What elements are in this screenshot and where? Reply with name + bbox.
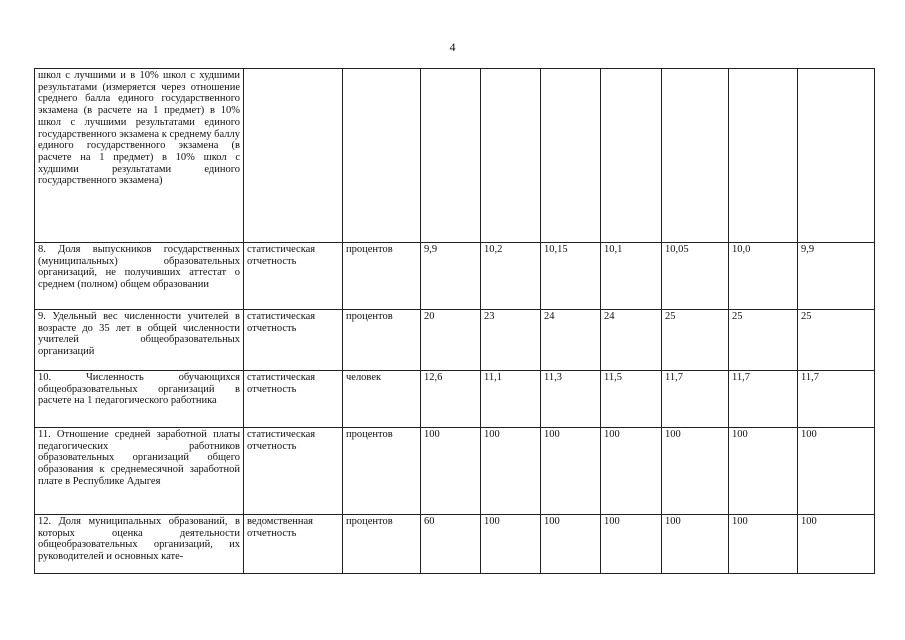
value-cell-text: 100 (544, 429, 560, 440)
unit-cell (343, 69, 421, 243)
value-cell (729, 310, 798, 371)
value-cell (729, 69, 798, 243)
value-cell (541, 310, 601, 371)
unit-cell (343, 428, 421, 515)
value-cell-text: 12,6 (424, 372, 443, 383)
value-cell (601, 428, 662, 515)
value-cell-text: 11,7 (665, 372, 683, 383)
value-cell (481, 69, 541, 243)
source-cell (244, 371, 343, 428)
source-cell (244, 310, 343, 371)
value-cell-text: 100 (484, 429, 500, 440)
value-cell-text: 100 (732, 429, 748, 440)
value-cell-text: 11,3 (544, 372, 562, 383)
value-cell-text: 24 (604, 311, 615, 322)
value-cell (541, 243, 601, 310)
indicator-cell (35, 310, 244, 371)
source-cell (244, 515, 343, 574)
value-cell (421, 371, 481, 428)
value-cell-text: 11,7 (732, 372, 750, 383)
value-cell-text: 10,0 (732, 244, 751, 255)
value-cell (481, 310, 541, 371)
table-row (35, 310, 875, 371)
unit-cell-text: процентов (346, 311, 393, 322)
value-cell-text: 100 (801, 516, 817, 527)
value-cell (729, 371, 798, 428)
value-cell-text: 100 (604, 429, 620, 440)
value-cell (541, 515, 601, 574)
source-cell (244, 243, 343, 310)
value-cell-text: 11,5 (604, 372, 622, 383)
source-cell-text: ведомственная отчетность (247, 516, 313, 539)
value-cell-text: 24 (544, 311, 555, 322)
table-row (35, 428, 875, 515)
value-cell-text: 100 (665, 429, 681, 440)
unit-cell-text: человек (346, 372, 382, 383)
value-cell-text: 100 (665, 516, 681, 527)
value-cell (798, 310, 875, 371)
indicators-table (34, 68, 875, 574)
unit-cell (343, 371, 421, 428)
value-cell (541, 371, 601, 428)
value-cell (798, 428, 875, 515)
table-body (35, 69, 875, 574)
value-cell (481, 515, 541, 574)
value-cell-text: 60 (424, 516, 435, 527)
value-cell-text: 10,15 (544, 244, 568, 255)
value-cell (662, 243, 729, 310)
value-cell-text: 11,1 (484, 372, 502, 383)
value-cell (541, 428, 601, 515)
indicator-cell-text: 10. Численность обучающихся общеобразовательных организаций в расчете на 1 педагогического работника (38, 372, 240, 407)
value-cell-text: 100 (544, 516, 560, 527)
indicator-cell (35, 371, 244, 428)
indicator-cell (35, 515, 244, 574)
unit-cell-text: процентов (346, 516, 393, 527)
value-cell (729, 243, 798, 310)
value-cell-text: 9,9 (424, 244, 438, 255)
unit-cell-text: процентов (346, 429, 393, 440)
value-cell (798, 515, 875, 574)
source-cell (244, 69, 343, 243)
value-cell-text: 10,05 (665, 244, 689, 255)
value-cell (421, 243, 481, 310)
value-cell-text: 10,2 (484, 244, 503, 255)
indicator-cell-text: 11. Отношение средней заработной платы педагогических работников образовательных организаций общего образования к среднемесячной заработной плате в Республике Адыгея (38, 429, 240, 487)
value-cell (481, 243, 541, 310)
value-cell-text: 9,9 (801, 244, 815, 255)
value-cell-text: 10,1 (604, 244, 623, 255)
value-cell (729, 428, 798, 515)
value-cell (662, 310, 729, 371)
value-cell-text: 25 (801, 311, 812, 322)
source-cell-text: статистическая отчетность (247, 372, 316, 395)
source-cell-text: статистическая отчетность (247, 311, 316, 334)
source-cell-text: статистическая отчетность (247, 429, 316, 452)
value-cell (421, 515, 481, 574)
value-cell (601, 310, 662, 371)
value-cell (421, 69, 481, 243)
indicator-cell (35, 243, 244, 310)
unit-cell-text: процентов (346, 244, 393, 255)
indicator-cell-text: 9. Удельный вес численности учителей в возрасте до 35 лет в общей численности учителей общеобразовательных организаций (38, 311, 240, 358)
value-cell-text: 11,7 (801, 372, 819, 383)
value-cell (421, 310, 481, 371)
value-cell (729, 515, 798, 574)
value-cell (601, 371, 662, 428)
unit-cell (343, 515, 421, 574)
value-cell-text: 100 (424, 429, 440, 440)
value-cell (798, 243, 875, 310)
value-cell-text: 100 (484, 516, 500, 527)
value-cell (541, 69, 601, 243)
indicator-cell-text: 8. Доля выпускников государственных (муниципальных) образовательных организаций, не получивших аттестат о среднем (полном) общем образовании (38, 244, 240, 291)
value-cell (662, 371, 729, 428)
value-cell-text: 100 (801, 429, 817, 440)
table-row (35, 515, 875, 574)
value-cell-text: 100 (604, 516, 620, 527)
value-cell (798, 69, 875, 243)
table-row (35, 243, 875, 310)
value-cell (662, 515, 729, 574)
value-cell-text: 23 (484, 311, 495, 322)
indicator-cell (35, 69, 244, 243)
value-cell (601, 515, 662, 574)
page-number: 4 (449, 40, 456, 54)
source-cell (244, 428, 343, 515)
indicator-cell-text: школ с лучшими и в 10% школ с худшими результатами (измеряется через отношение среднего балла единого государственного экзамена (в расчете на 1 предмет) в 10% школ с лучшими результатами единого государственного экзамена к среднему баллу единого государственного экзамена (в расчете на 1 предмет) в 10% школ с худшими результатами единого государственного экзамена) (38, 70, 240, 187)
unit-cell (343, 310, 421, 371)
source-cell-text: статистическая отчетность (247, 244, 316, 267)
value-cell-text: 20 (424, 311, 435, 322)
value-cell (481, 428, 541, 515)
value-cell-text: 25 (665, 311, 676, 322)
value-cell (662, 69, 729, 243)
value-cell (481, 371, 541, 428)
unit-cell (343, 243, 421, 310)
value-cell (601, 243, 662, 310)
value-cell (798, 371, 875, 428)
value-cell (662, 428, 729, 515)
value-cell (421, 428, 481, 515)
indicator-cell-text: 12. Доля муниципальных образований, в которых оценка деятельности общеобразовательных организаций, их руководителей и основных кате- (38, 516, 240, 563)
table-row (35, 69, 875, 243)
value-cell (601, 69, 662, 243)
indicator-cell (35, 428, 244, 515)
value-cell-text: 100 (732, 516, 748, 527)
value-cell-text: 25 (732, 311, 743, 322)
table-row (35, 371, 875, 428)
